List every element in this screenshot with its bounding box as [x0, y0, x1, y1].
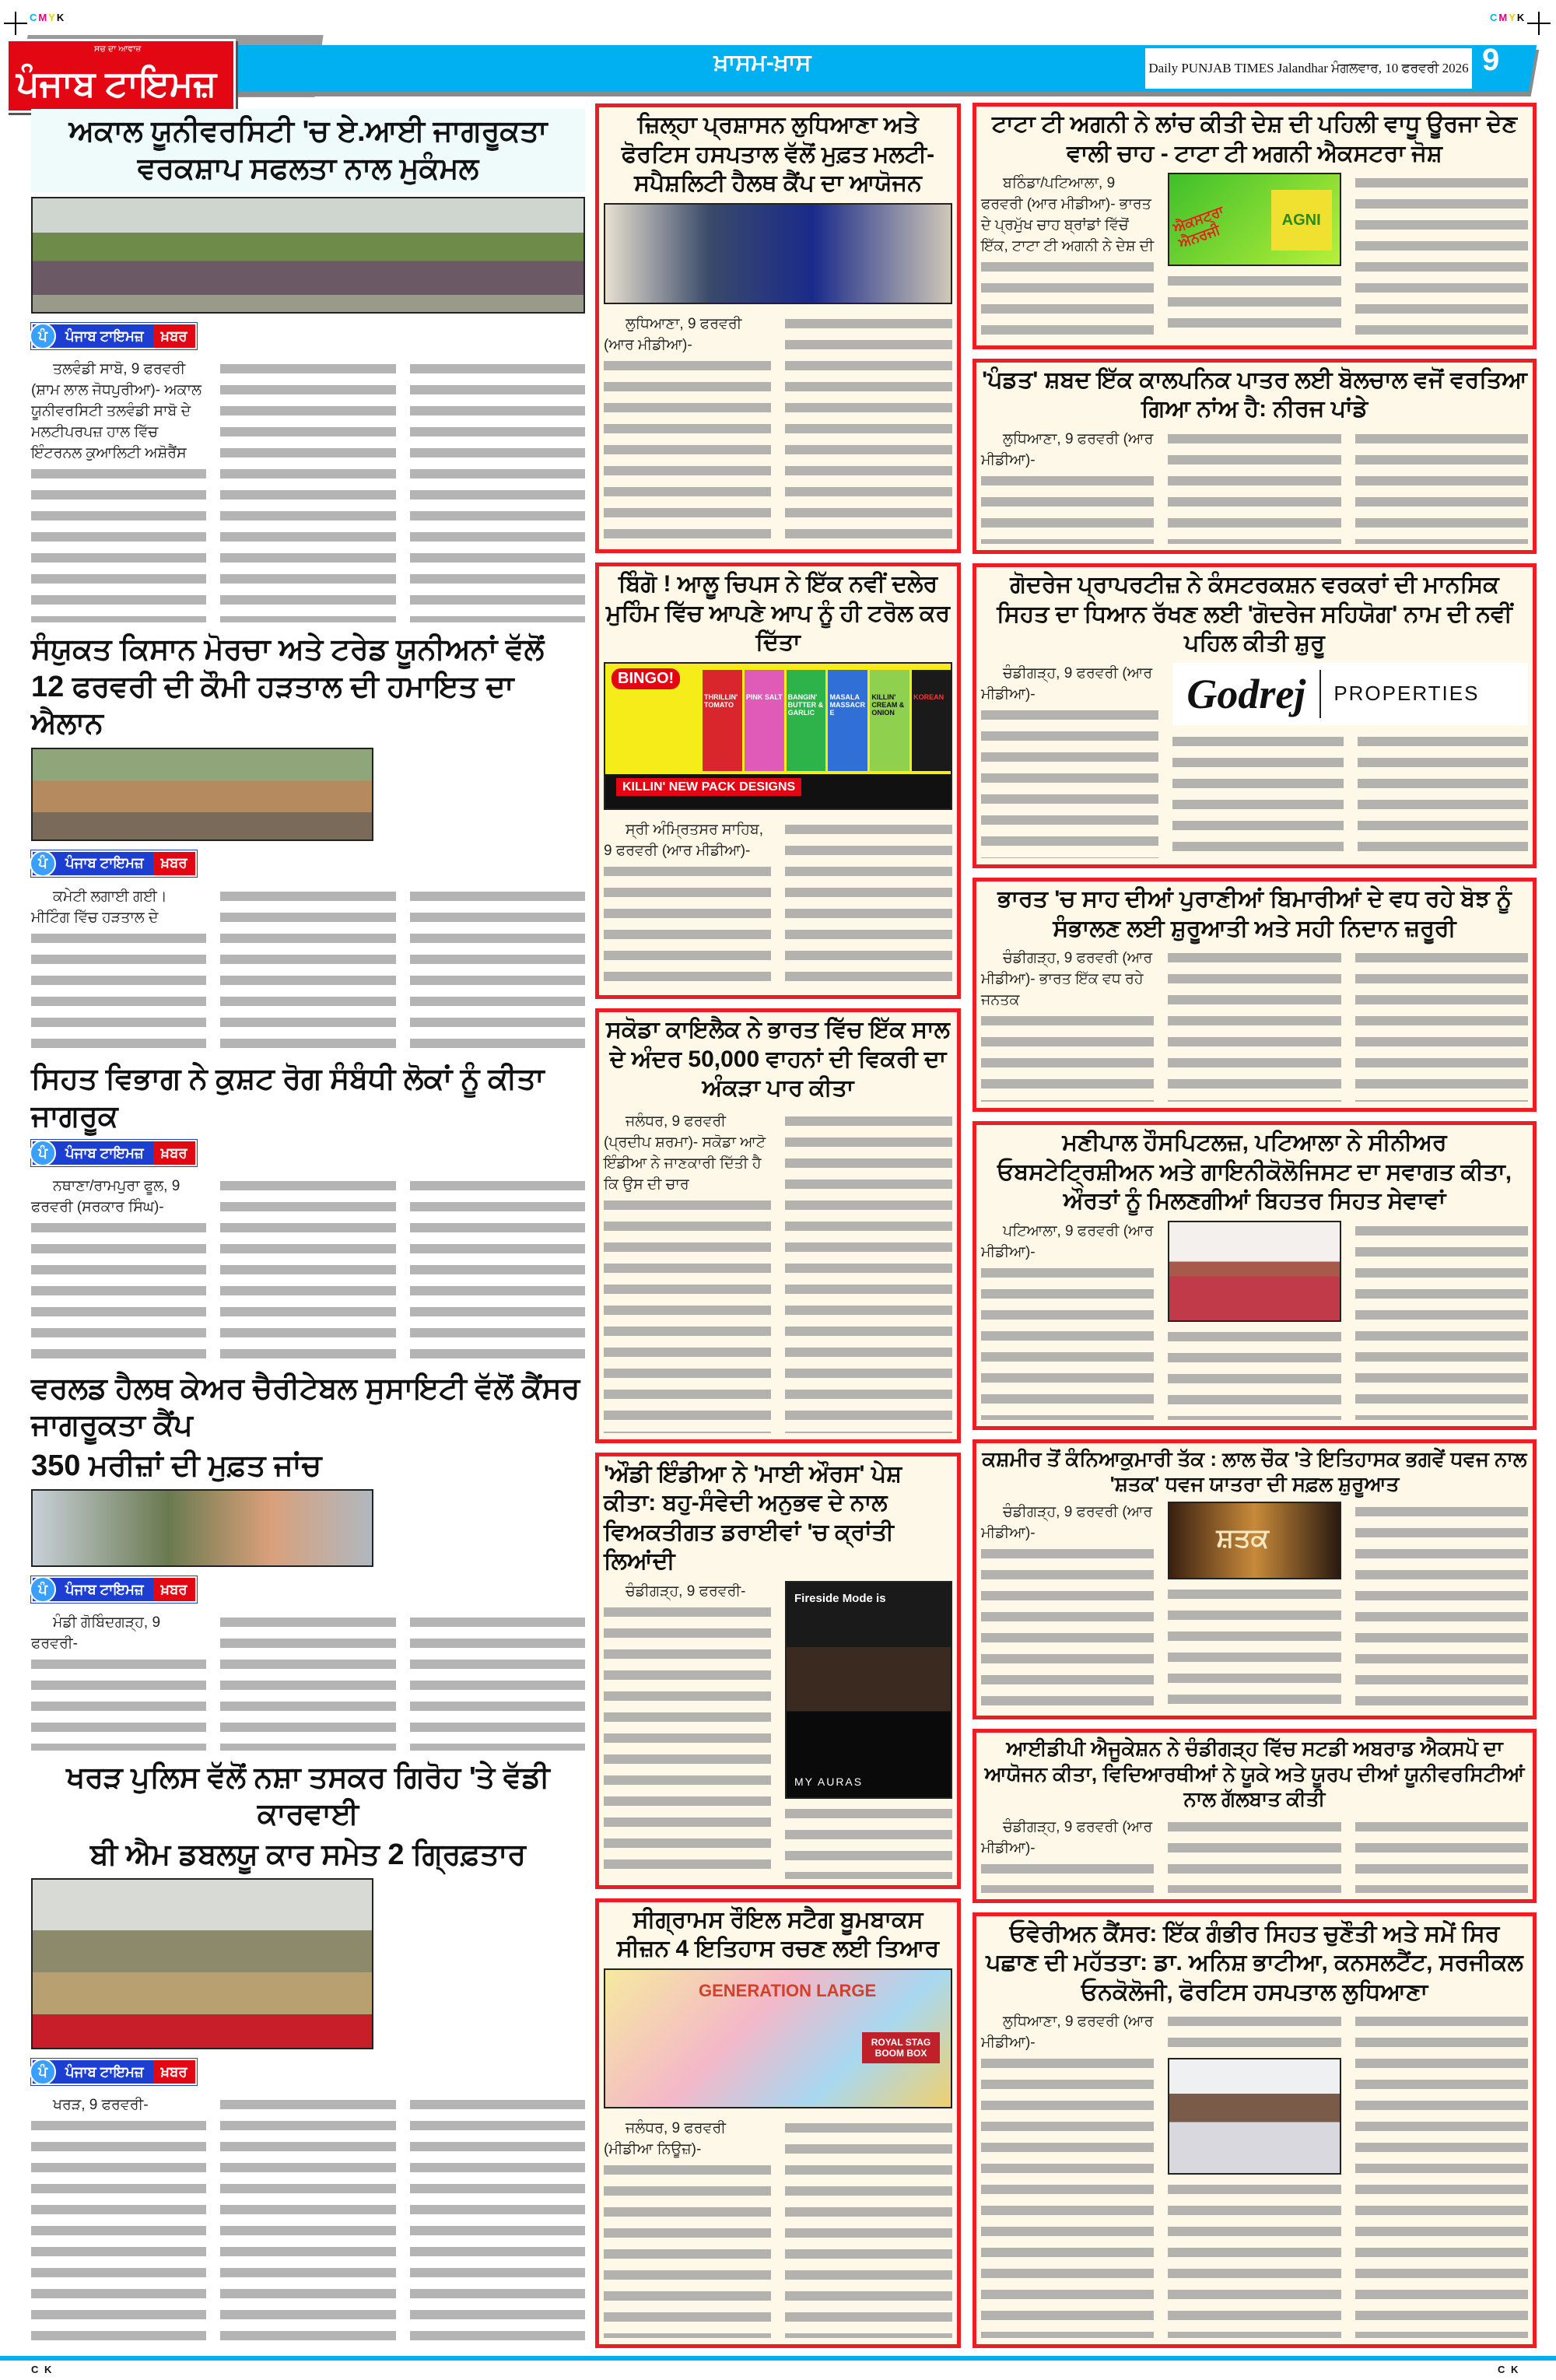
subheadline: ਬੀ ਐਮ ਡਬਲਯੂ ਕਾਰ ਸਮੇਤ 2 ਗ੍ਰਿਫ਼ਤਾਰ — [89, 1838, 527, 1871]
text-column-wrapper — [220, 1176, 395, 1361]
audi-ad-image — [785, 1581, 952, 1799]
text-column-wrapper — [981, 663, 1158, 858]
text-column — [1355, 1221, 1528, 1420]
text-column-wrapper — [981, 948, 1154, 1102]
text-column-wrapper — [1168, 429, 1340, 544]
text-column — [1355, 2011, 1528, 2338]
text-column — [785, 819, 952, 989]
text-column — [981, 1263, 1154, 1420]
footer-rule — [0, 2356, 1556, 2361]
text-column — [981, 1544, 1154, 1710]
chip-pack: KILLIN' CREAM & ONION — [870, 670, 909, 771]
boombox-ad-image — [604, 1968, 952, 2108]
article-body — [981, 173, 1528, 339]
article-lead: ਚੰਡੀਗੜ੍ਹ, 9 ਫਰਵਰੀ (ਆਰ ਮੀਡੀਆ)- — [981, 1818, 1153, 1856]
text-column — [981, 705, 1158, 858]
headline: 'ਔਡੀ ਇੰਡੀਆ ਨੇ 'ਮਾਈ ਔਰਸ' ਪੇਸ਼ ਕੀਤਾ: ਬਹੁ-ਸੰਵੇਦੀ ਅਨੁਭਵ ਦੇ ਨਾਲ ਵਿਅਕਤੀਗਤ ਡਰਾਈਵਾਂ 'ਚ ਕ੍ਰਾਂਤੀ ਲਿਆਂਦੀ — [604, 1460, 902, 1575]
tata-agni-ad-image — [1168, 173, 1340, 266]
article-body — [981, 663, 1528, 858]
ad-footer-band — [605, 774, 951, 810]
story-kisan-morcha — [31, 632, 585, 1052]
article-body — [604, 819, 952, 989]
text-column-wrapper — [220, 359, 395, 622]
chip-pack: THRILLIN' TOMATO — [703, 670, 742, 771]
text-column-wrapper — [981, 1221, 1154, 1420]
text-column-wrapper — [410, 1612, 585, 1751]
headline: ਅਕਾਲ ਯੂਨੀਵਰਸਿਟੀ 'ਚ ਏ.ਆਈ ਜਾਗਰੂਕਤਾ ਵਰਕਸ਼ਾਪ ਸਫਲਤਾ ਨਾਲ ਮੁਕੰਮਲ — [31, 109, 585, 192]
headline: ਸਕੋਡਾ ਕਾਇਲੈਕ ਨੇ ਭਾਰਤ ਵਿੱਚ ਇੱਕ ਸਾਲ ਦੇ ਅੰਦਰ 50,000 ਵਾਹਨਾਂ ਦੀ ਵਿਕਰੀ ਦਾ ਅੰਕੜਾ ਪਾਰ ਕੀਤਾ — [606, 1017, 950, 1102]
article-body — [981, 948, 1528, 1102]
story-tata-tea-agni — [972, 103, 1537, 349]
text-column — [1168, 2179, 1340, 2338]
left-column — [31, 109, 585, 2347]
doctor-portrait-photo — [1168, 2058, 1340, 2175]
article-body — [31, 359, 585, 622]
text-column-wrapper — [31, 2094, 206, 2347]
text-column-wrapper — [981, 173, 1154, 339]
article-body — [31, 1612, 585, 1751]
text-column — [220, 1612, 395, 1751]
story-ovarian-cancer — [972, 1912, 1537, 2348]
headline: ਓਵੇਰੀਅਨ ਕੈਂਸਰ: ਇੱਕ ਗੰਭੀਰ ਸਿਹਤ ਚੁਣੌਤੀ ਅਤੇ ਸਮੇਂ ਸਿਰ ਪਛਾਣ ਦੀ ਮਹੱਤਤਾ: ਡਾ. ਅਨਿਸ਼ ਭਾਟੀਆ, ਕਨਸਲਟੈਂਟ, ਸਰਜੀਕਲ ਓਨਕੋਲੋਜੀ, ਫੋਰਟਿਸ ਹਸਪਤਾਲ ਲੁਧਿਆਣਾ — [986, 1920, 1523, 2005]
story-godrej-properties — [972, 563, 1537, 868]
text-column — [981, 257, 1154, 339]
ad-brand: AGNI — [1271, 190, 1332, 251]
ad-text: ਐਕਸਟ੍ਰਾ ਐਨਰਜੀ — [1171, 202, 1226, 251]
story-skoda-kylaq — [595, 1008, 961, 1443]
text-column-wrapper — [410, 886, 585, 1053]
police-photo — [31, 1878, 373, 2049]
news-badge: ਪੰ ਪੰਜਾਬ ਟਾਇਮਜ਼ ਖ਼ਬਰ — [31, 2059, 197, 2085]
text-column — [31, 1218, 206, 1361]
story-leprosy-awareness — [31, 1061, 585, 1361]
story-kharar-police — [31, 1760, 585, 2347]
headline: ਕਸ਼ਮੀਰ ਤੋਂ ਕੰਨਿਆਕੁਮਾਰੀ ਤੱਕ : ਲਾਲ ਚੌਕ 'ਤੇ ਇਤਿਹਾਸਕ ਭਗਵੇਂ ਧਵਜ ਨਾਲ 'ਸ਼ਤਕ' ਧਵਜ ਯਾਤਰਾ ਦੀ ਸਫ਼ਲ ਸ਼ੁਰੂਆਤ — [982, 1446, 1527, 1495]
article-body — [31, 1176, 585, 1361]
text-column — [604, 2160, 771, 2338]
text-column — [981, 1011, 1154, 1102]
article-lead: ਲੁਧਿਆਣਾ, 9 ਫਰਵਰੀ (ਆਰ ਮੀਡੀਆ)- — [981, 2014, 1154, 2052]
headline: ਸੀਗ੍ਰਾਮਸ ਰੌਇਲ ਸਟੈਗ ਬੂਮਬਾਕਸ ਸੀਜ਼ਨ 4 ਇਤਿਹਾਸ ਰਚਣ ਲਈ ਤਿਆਰ — [616, 1906, 940, 1962]
text-column-wrapper — [604, 314, 771, 544]
text-column-wrapper — [604, 2118, 771, 2338]
text-column — [785, 314, 952, 544]
text-column — [785, 2118, 952, 2338]
text-column-wrapper — [1355, 2011, 1528, 2338]
text-column — [410, 359, 585, 622]
text-column-wrapper — [1355, 1817, 1528, 1893]
text-column-wrapper — [1168, 1221, 1340, 1420]
story-idp-study-abroad — [972, 1729, 1537, 1902]
article-lead: ਚੰਡੀਗੜ੍ਹ, 9 ਫਰਵਰੀ- — [626, 1583, 746, 1600]
text-column-wrapper — [31, 1612, 206, 1751]
bingo-logo: BINGO! — [612, 668, 680, 689]
text-column-wrapper — [1168, 173, 1340, 339]
text-column — [1168, 429, 1340, 544]
text-column — [785, 1803, 952, 1879]
logo-name: ਪੰਜਾਬ ਟਾਇਮਜ਼ — [16, 63, 217, 103]
subheadline: 350 ਮਰੀਜ਼ਾਂ ਦੀ ਮੁਫ਼ਤ ਜਾਂਚ — [31, 1449, 322, 1482]
cmyk-mark-left: CMYK — [30, 12, 66, 23]
section-title: ਖ਼ਾਸਮ-ਖ਼ਾਸ — [713, 50, 811, 75]
text-column — [1355, 948, 1528, 1102]
article-body — [604, 314, 952, 544]
headline: ਟਾਟਾ ਟੀ ਅਗਨੀ ਨੇ ਲਾਂਚ ਕੀਤੀ ਦੇਸ਼ ਦੀ ਪਹਿਲੀ ਵਾਧੂ ਊਰਜਾ ਦੇਣ ਵਾਲੀ ਚਾਹ - ਟਾਟਾ ਟੀ ਅਗਨੀ ਐਕਸਟਰਾ ਜੋਸ਼ — [991, 111, 1518, 166]
text-column-wrapper — [981, 1502, 1154, 1710]
story-respiratory-diseases — [972, 878, 1537, 1112]
meeting-photo — [31, 748, 373, 841]
text-column-wrapper — [1355, 1221, 1528, 1420]
badge-logo-icon: ਪੰ — [30, 1576, 56, 1603]
text-column — [1355, 173, 1528, 339]
shatak-poster-image — [1168, 1502, 1340, 1579]
article-body — [981, 429, 1528, 544]
dateline: Daily PUNJAB TIMES Jalandhar ਮੰਗਲਵਾਰ, 10 ਫਰਵਰੀ 2026 — [1145, 48, 1472, 89]
article-lead: ਚੰਡੀਗੜ੍ਹ, 9 ਫਰਵਰੀ (ਆਰ ਮੀਡੀਆ)- — [981, 1503, 1153, 1541]
text-column-wrapper — [410, 359, 585, 622]
news-badge: ਪੰ ਪੰਜਾਬ ਟਾਇਮਜ਼ ਖ਼ਬਰ — [31, 1140, 197, 1166]
newspaper-logo — [6, 39, 236, 113]
text-column-wrapper — [31, 1176, 206, 1361]
headline: ਸਿਹਤ ਵਿਭਾਗ ਨੇ ਕੁਸ਼ਟ ਰੋਗ ਸੰਬੰਧੀ ਲੋਕਾਂ ਨੂੰ ਕੀਤਾ ਜਾਗਰੂਕ — [31, 1063, 545, 1133]
text-column — [981, 1859, 1154, 1893]
headline: 'ਪੰਡਤ' ਸ਼ਬਦ ਇੱਕ ਕਾਲਪਨਿਕ ਪਾਤਰ ਲਈ ਬੋਲਚਾਲ ਵਜੋਂ ਵਰਤਿਆ ਗਿਆ ਨਾਂਅ ਹੈ: ਨੀਰਜ ਪਾਂਡੇ — [982, 366, 1527, 422]
text-column-wrapper — [785, 819, 952, 989]
headline: ਜ਼ਿਲ੍ਹਾ ਪ੍ਰਸ਼ਾਸਨ ਲੁਧਿਆਣਾ ਅਤੇ ਫੋਰਟਿਸ ਹਸਪਤਾਲ ਵੱਲੋਂ ਮੁਫ਼ਤ ਮਲਟੀ-ਸਪੈਸ਼ਲਿਟੀ ਹੈਲਥ ਕੈਂਪ ਦਾ ਆਯੋਜਨ — [621, 112, 935, 196]
godrej-logo: Godrej PROPERTIES — [1172, 663, 1528, 725]
headline: ਖਰੜ ਪੁਲਿਸ ਵੱਲੋਂ ਨਸ਼ਾ ਤਸਕਰ ਗਿਰੋਹ 'ਤੇ ਵੱਡੀ ਕਾਰਵਾਈ — [66, 1761, 550, 1831]
article-body — [981, 1502, 1528, 1710]
text-column-wrapper — [1355, 429, 1528, 544]
text-column-wrapper — [410, 1176, 585, 1361]
text-column — [410, 1612, 585, 1751]
text-column — [1168, 948, 1340, 1102]
text-column — [1355, 429, 1528, 544]
poster-title: ਸ਼ਤਕ — [1216, 1523, 1269, 1553]
text-column — [981, 2053, 1154, 2338]
article-body — [981, 2011, 1528, 2338]
text-column — [220, 359, 395, 622]
text-column — [31, 1654, 206, 1751]
text-column-wrapper — [1168, 1817, 1340, 1893]
text-column-wrapper — [1355, 173, 1528, 339]
registration-cross — [4, 12, 27, 35]
ad-title: Fireside Mode is — [794, 1591, 886, 1605]
text-column-wrapper — [604, 819, 771, 989]
logo-tagline: ਸਚ ਦਾ ਆਵਾਜ਼ — [94, 44, 142, 54]
article-lead: ਚੰਡੀਗੜ੍ਹ, 9 ਫਰਵਰੀ (ਆਰ ਮੀਡੀਆ)- — [981, 664, 1153, 703]
article-body — [31, 886, 585, 1053]
article-lead: ਲੁਧਿਆਣਾ, 9 ਫਰਵਰੀ (ਆਰ ਮੀਡੀਆ)- — [604, 315, 742, 353]
story-shatak-dhwaj-yatra — [972, 1439, 1537, 1720]
text-column — [1168, 271, 1340, 339]
article-body — [604, 1581, 952, 1879]
text-column — [1168, 1327, 1340, 1420]
text-column-wrapper — [1355, 1502, 1528, 1710]
text-column — [604, 356, 771, 544]
article-lead: ਤਲਵੰਡੀ ਸਾਬੋ, 9 ਫਰਵਰੀ (ਸ਼ਾਮ ਲਾਲ ਜੋਧਪੁਰੀਆ)- ਅਕਾਲ ਯੂਨੀਵਰਸਿਟੀ ਤਲਵੰਡੀ ਸਾਬੋ ਦੇ ਮਲਟੀਪਰਪਜ਼ ਹਾਲ ਵਿੱਚ ਇੰਟਰਨਲ ਕੁਆਲਿਟੀ ਅਸ਼ੋਰੈਂਸ — [31, 361, 202, 461]
text-column-wrapper — [604, 1581, 771, 1879]
text-column-wrapper — [410, 2094, 585, 2347]
text-column — [31, 464, 206, 622]
text-column-wrapper — [220, 886, 395, 1053]
story-royal-stag-boombox — [595, 1898, 961, 2348]
story-manipal-hospitals — [972, 1121, 1537, 1429]
article-lead: ਨਥਾਣਾ/ਰਾਮਪੁਰਾ ਫੂਲ, 9 ਫਰਵਰੀ (ਸਰਕਾਰ ਸਿੰਘ)- — [31, 1178, 180, 1216]
article-body — [604, 1111, 952, 1433]
registration-cross — [1527, 12, 1551, 35]
text-column — [31, 2115, 206, 2347]
ad-tagline: KILLIN' NEW PACK DESIGNS — [616, 778, 801, 796]
story-audi-my-auras — [595, 1453, 961, 1889]
headline: ਗੋਦਰੇਜ ਪ੍ਰਾਪਰਟੀਜ਼ ਨੇ ਕੰਸਟਰਕਸ਼ਨ ਵਰਕਰਾਂ ਦੀ ਮਾਨਸਿਕ ਸਿਹਤ ਦਾ ਧਿਆਨ ਰੱਖਣ ਲਈ 'ਗੋਦਰੇਜ ਸਹਿਯੋਗ' ਨਾਮ ਦੀ ਨਵੀਂ ਪਹਿਲ ਕੀਤੀ ਸ਼ੁਰੂ — [997, 572, 1512, 657]
text-column — [1172, 731, 1343, 858]
text-column-wrapper — [1355, 948, 1528, 1102]
text-column — [604, 861, 771, 989]
article-body — [981, 1221, 1528, 1420]
news-badge: ਪੰ ਪੰਜਾਬ ਟਾਇਮਜ਼ ਖ਼ਬਰ — [31, 323, 197, 349]
badge-logo-icon: ਪੰ — [30, 850, 56, 877]
article-lead: ਮੰਡੀ ਗੋਬਿੰਦਗੜ੍ਹ, 9 ਫਰਵਰੀ- — [31, 1614, 161, 1653]
text-column-wrapper — [604, 1111, 771, 1433]
text-column-wrapper — [31, 886, 206, 1053]
text-column — [31, 928, 206, 1053]
chip-pack: MASALA MASSACRE — [828, 670, 867, 771]
text-column — [604, 1602, 771, 1879]
text-column-wrapper — [785, 314, 952, 544]
article-lead: ਸ੍ਰੀ ਅੰਮ੍ਰਿਤਸਰ ਸਾਹਿਬ, 9 ਫਰਵਰੀ (ਆਰ ਮੀਡੀਆ)- — [604, 821, 764, 859]
ad-brand: MY AURAS — [794, 1775, 864, 1788]
text-column — [220, 886, 395, 1053]
health-camp-photo — [604, 203, 952, 304]
text-column — [1168, 1584, 1340, 1710]
story-neeraj-pandey — [972, 359, 1537, 554]
text-column — [604, 1195, 771, 1433]
story-bingo-chips — [595, 563, 961, 999]
article-lead: ਜਲੰਧਰ, 9 ਫਰਵਰੀ (ਪ੍ਰਦੀਪ ਸ਼ਰਮਾ)- ਸਕੋਡਾ ਆਟੋ ਇੰਡੀਆ ਨੇ ਜਾਣਕਾਰੀ ਦਿੱਤੀ ਹੈ ਕਿ ਉਸ ਦੀ ਚਾਰ — [604, 1113, 766, 1193]
story-cancer-camp — [31, 1371, 585, 1751]
text-column-wrapper — [785, 1111, 952, 1433]
bingo-ad-image — [604, 662, 952, 810]
article-lead: ਜਲੰਧਰ, 9 ਫਰਵਰੀ (ਮੀਡੀਆ ਨਿਊਜ਼)- — [604, 2119, 726, 2157]
story-akal-university — [31, 109, 585, 622]
text-column-wrapper — [1168, 2011, 1340, 2338]
headline: ਮਣੀਪਾਲ ਹੌਸਪਿਟਲਜ਼, ਪਟਿਆਲਾ ਨੇ ਸੀਨੀਅਰ ਓਬਸਟੇਟ੍ਰਿਸ਼ੀਅਨ ਅਤੇ ਗਾਇਨੀਕੋਲੋਜਿਸਟ ਦਾ ਸਵਾਗਤ ਕੀਤਾ, ਔਰਤਾਂ ਨੂੰ ਮਿਲਣਗੀਆਂ ਬਿਹਤਰ ਸਿਹਤ ਸੇਵਾਵਾਂ — [997, 1130, 1512, 1215]
article-lead: ਬਠਿੰਡਾ/ਪਟਿਆਲਾ, 9 ਫਰਵਰੀ (ਆਰ ਮੀਡੀਆ)- ਭਾਰਤ ਦੇ ਪ੍ਰਮੁੱਖ ਚਾਹ ਬ੍ਰਾਂਡਾਂ ਵਿੱਚੋਂ ਇੱਕ, ਟਾਟਾ ਟੀ ਅਗਨੀ ਨੇ ਦੇਸ਼ ਦੀ — [981, 175, 1155, 254]
story-fortis-health-camp — [595, 103, 961, 553]
text-column-wrapper — [1168, 1502, 1340, 1710]
news-badge: ਪੰ ਪੰਜਾਬ ਟਾਇਮਜ਼ ਖ਼ਬਰ — [31, 1576, 197, 1603]
text-column-wrapper — [31, 359, 206, 622]
news-badge: ਪੰ ਪੰਜਾਬ ਟਾਇਮਜ਼ ਖ਼ਬਰ — [31, 850, 197, 877]
text-column-wrapper — [981, 429, 1154, 544]
text-column — [981, 471, 1154, 544]
article-lead: ਕਮੇਟੀ ਲਗਾਈ ਗਈ। ਮੀਟਿੰਗ ਵਿੱਚ ਹੜਤਾਲ ਦੇ — [31, 888, 167, 926]
chip-pack: BANGIN' BUTTER & GARLIC — [787, 670, 826, 771]
chip-packs — [703, 670, 951, 771]
text-column — [410, 886, 585, 1053]
text-column — [1168, 1817, 1340, 1893]
headline: ਆਈਡੀਪੀ ਐਜੂਕੇਸ਼ਨ ਨੇ ਚੰਡੀਗੜ੍ਹ ਵਿੱਚ ਸਟਡੀ ਅਬਰਾਡ ਐਕਸਪੋ ਦਾ ਆਯੋਜਨ ਕੀਤਾ, ਵਿਦਿਆਰਥੀਆਂ ਨੇ ਯੂਕੇ ਅਤੇ ਯੂਰਪ ਦੀਆਂ ਯੂਨੀਵਰਸਿਟੀਆਂ ਨਾਲ ਗੱਲਬਾਤ ਕੀਤੀ — [984, 1737, 1525, 1811]
middle-column — [595, 103, 961, 2348]
headline: ਬਿੰਗੋ ! ਆਲੂ ਚਿਪਸ ਨੇ ਇੱਕ ਨਵੀਂ ਦਲੇਰ ਮੁਹਿੰਮ ਵਿੱਚ ਆਪਣੇ ਆਪ ਨੂੰ ਹੀ ਟਰੋਲ ਕਰ ਦਿੱਤਾ — [605, 571, 951, 656]
text-column-wrapper — [785, 2118, 952, 2338]
badge-logo-icon: ਪੰ — [30, 2059, 56, 2085]
text-column — [1355, 1817, 1528, 1893]
text-column — [220, 2094, 395, 2347]
text-column-wrapper — [220, 2094, 395, 2347]
cmyk-mark-right: CMYK — [1490, 12, 1526, 23]
text-column — [410, 2094, 585, 2347]
headline: ਭਾਰਤ 'ਚ ਸਾਹ ਦੀਆਂ ਪੁਰਾਣੀਆਂ ਬਿਮਾਰੀਆਂ ਦੇ ਵਧ ਰਹੇ ਬੋਝ ਨੂੰ ਸੰਭਾਲਣ ਲਈ ਸ਼ੁਰੂਆਤੀ ਅਤੇ ਸਹੀ ਨਿਦਾਨ ਜ਼ਰੂਰੀ — [997, 886, 1512, 941]
headline: ਵਰਲਡ ਹੈਲਥ ਕੇਅਰ ਚੈਰੀਟੇਬਲ ਸੁਸਾਇਟੀ ਵੱਲੋਂ ਕੈਂਸਰ ਜਾਗਰੂਕਤਾ ਕੈਂਪ — [31, 1372, 580, 1442]
text-column — [1168, 2011, 1340, 2053]
right-column — [972, 103, 1537, 2348]
chip-pack: PINK SALT — [745, 670, 784, 771]
camp-photo — [31, 1489, 373, 1567]
footer-cmyk-left: C K — [31, 2364, 54, 2375]
ad-title: GENERATION LARGE — [699, 1980, 877, 2000]
article-lead: ਖਰੜ, 9 ਫਰਵਰੀ- — [53, 2097, 149, 2114]
text-column — [410, 1176, 585, 1361]
badge-logo-icon: ਪੰ — [30, 323, 56, 349]
text-column-wrapper — [1168, 948, 1340, 1102]
badge-logo-icon: ਪੰ — [30, 1140, 56, 1166]
doctor-photo — [1168, 1221, 1340, 1322]
text-column-wrapper — [1172, 663, 1528, 858]
chip-pack: KOREAN — [912, 670, 951, 771]
article-lead: ਲੁਧਿਆਣਾ, 9 ਫਰਵਰੀ (ਆਰ ਮੀਡੀਆ)- — [981, 430, 1154, 468]
text-column-wrapper — [220, 1612, 395, 1751]
article-lead: ਚੰਡੀਗੜ੍ਹ, 9 ਫਰਵਰੀ (ਆਰ ਮੀਡੀਆ)- ਭਾਰਤ ਇੱਕ ਵਧ ਰਹੇ ਜਨਤਕ — [981, 950, 1153, 1009]
text-column — [1358, 731, 1528, 858]
article-lead: ਪਟਿਆਲਾ, 9 ਫਰਵਰੀ (ਆਰ ਮੀਡੀਆ)- — [981, 1222, 1154, 1260]
ad-brand: ROYAL STAG BOOM BOX — [862, 2032, 940, 2063]
text-column-wrapper — [981, 1817, 1154, 1893]
group-photo — [31, 197, 585, 314]
text-column — [785, 1111, 952, 1433]
text-column-wrapper — [785, 1581, 952, 1879]
article-body — [604, 2118, 952, 2338]
footer-cmyk-right: C K — [1498, 2364, 1520, 2375]
text-column-wrapper — [981, 2011, 1154, 2338]
article-body — [981, 1817, 1528, 1893]
headline: ਸੰਯੁਕਤ ਕਿਸਾਨ ਮੋਰਚਾ ਅਤੇ ਟਰੇਡ ਯੂਨੀਅਨਾਂ ਵੱਲੋਂ 12 ਫਰਵਰੀ ਦੀ ਕੌਮੀ ਹੜਤਾਲ ਦੀ ਹਮਾਇਤ ਦਾ ਐਲਾਨ — [31, 633, 545, 741]
page-number: 9 — [1482, 43, 1500, 77]
text-column — [220, 1176, 395, 1361]
article-body — [31, 2094, 585, 2347]
text-column — [1355, 1502, 1528, 1710]
